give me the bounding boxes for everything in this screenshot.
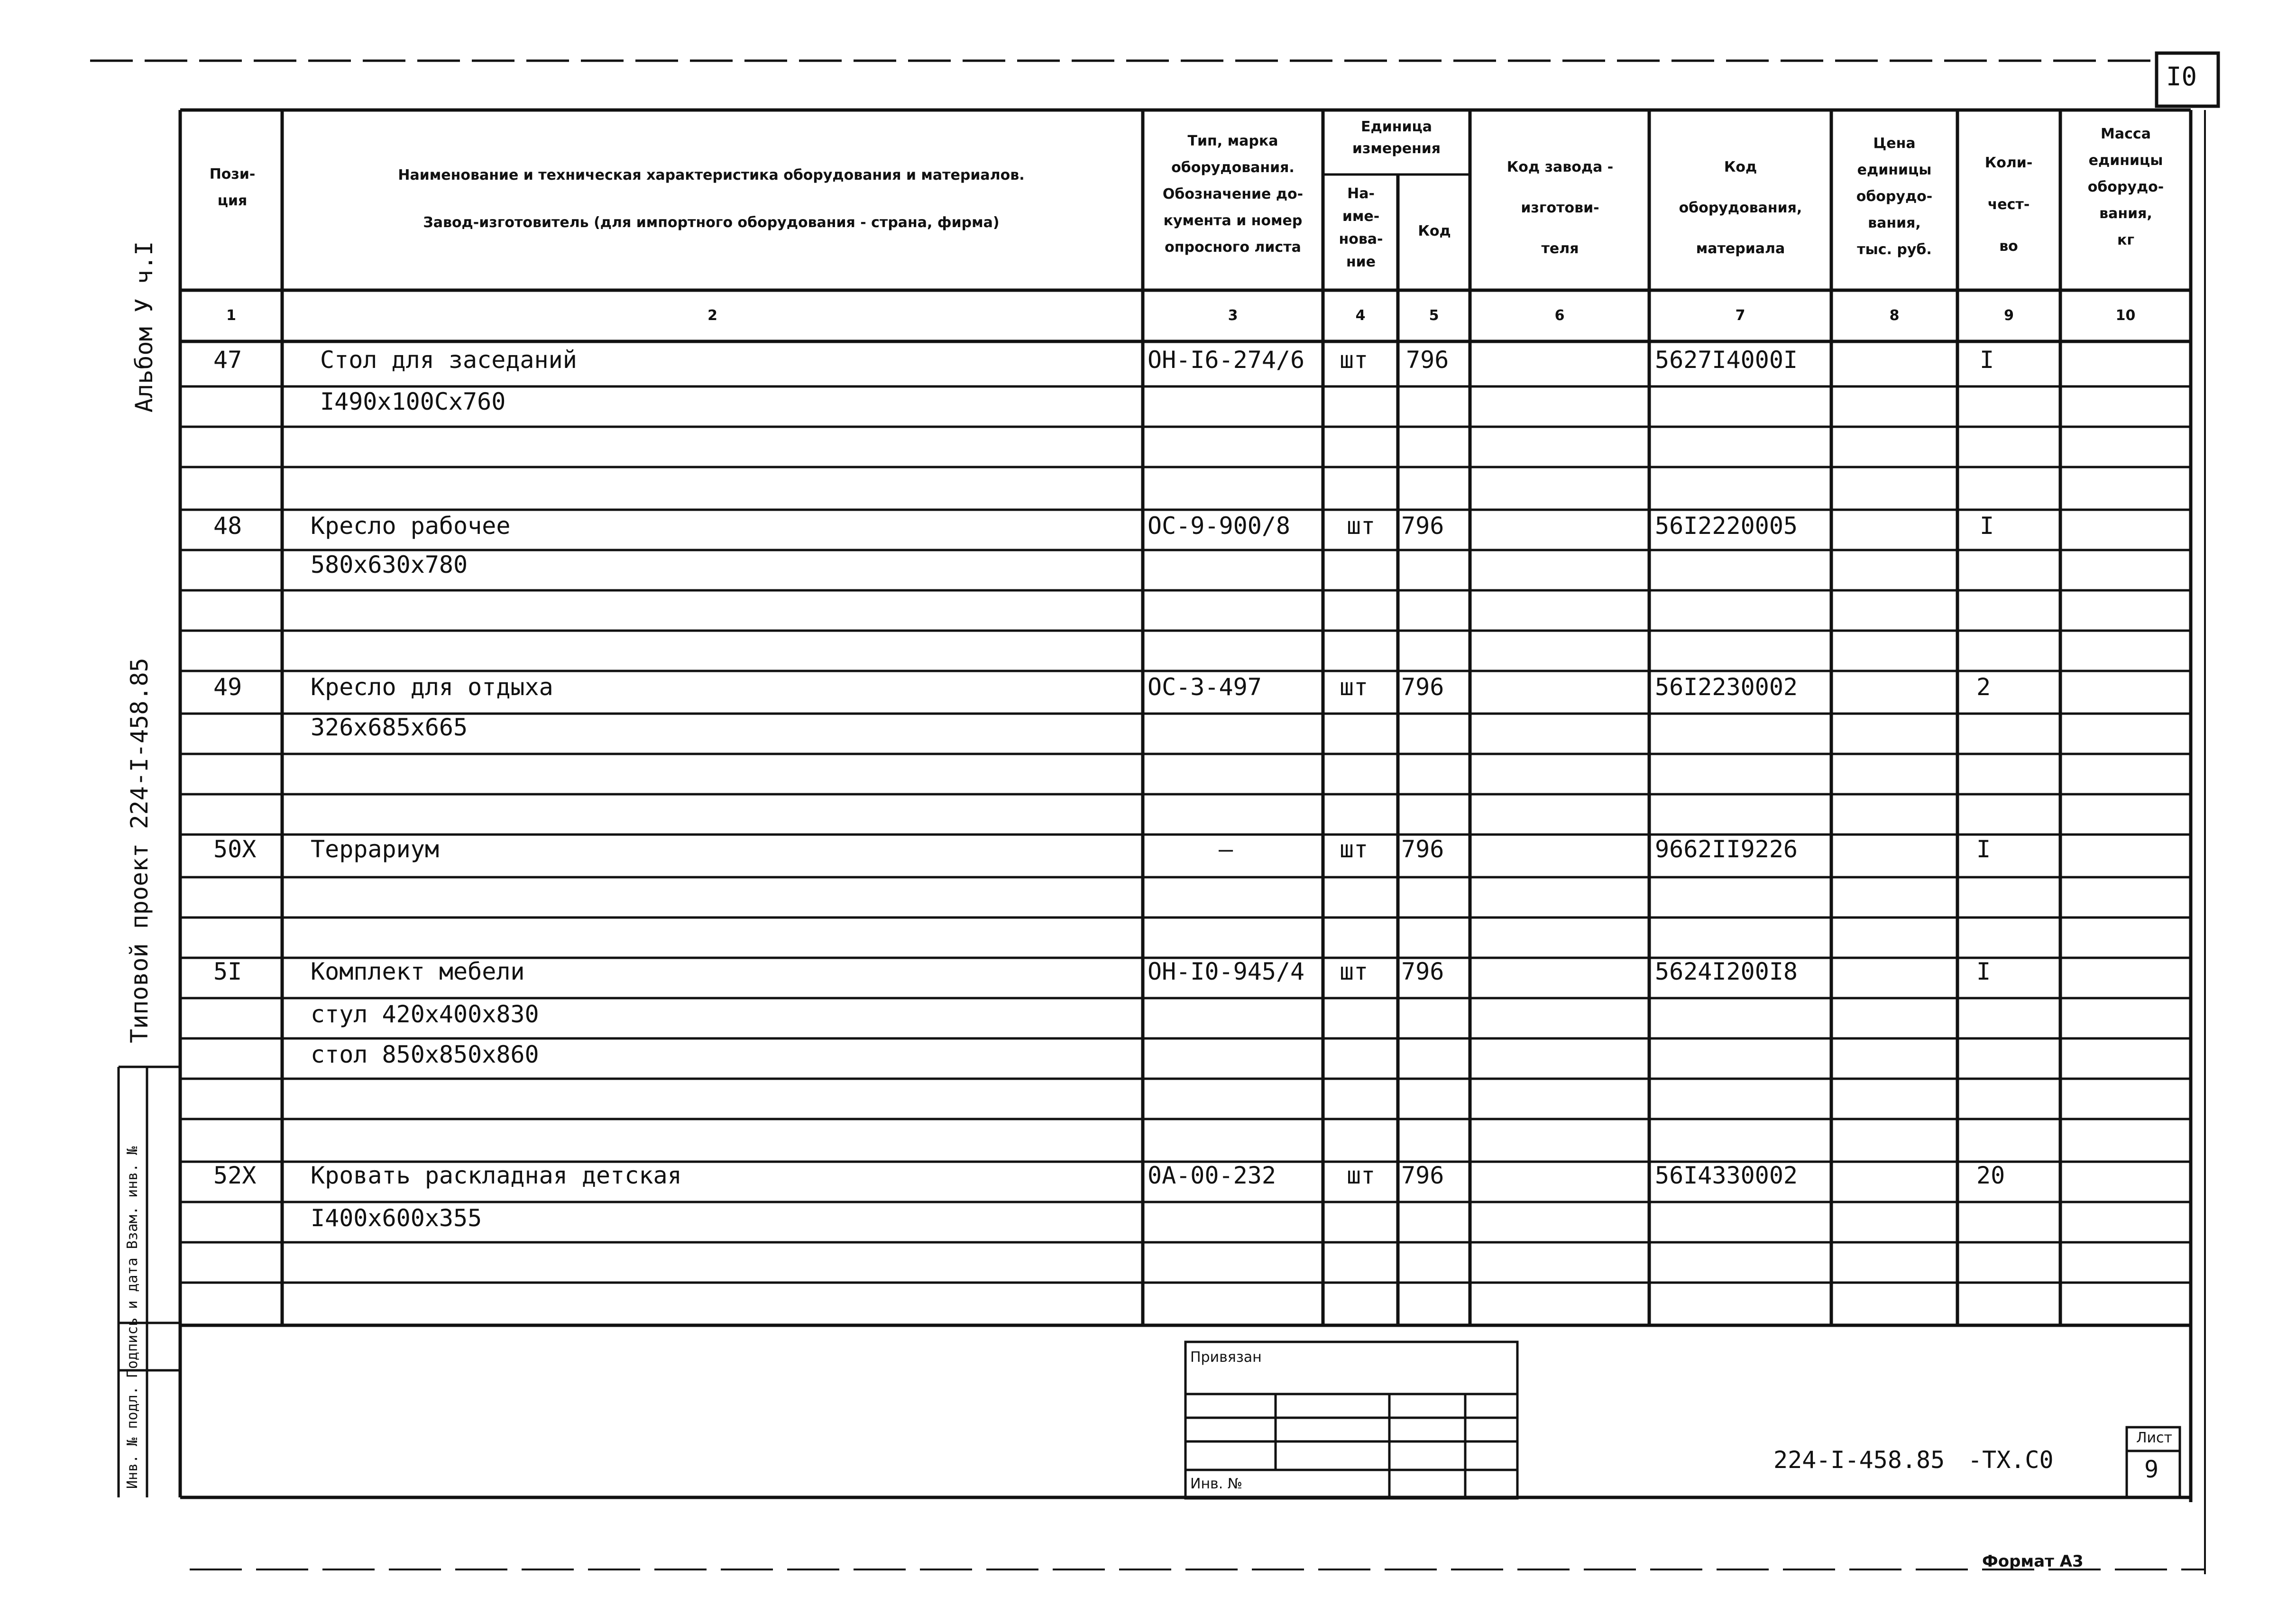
header-equipment-code: Код оборудования, материала: [1679, 159, 1802, 257]
row-equipment-code: 56I4330002: [1655, 1162, 1798, 1189]
side-label-album: Альбом У ч.I: [130, 241, 158, 413]
column-number: 6: [1554, 307, 1565, 324]
row-name: Кресло рабочее: [311, 512, 511, 540]
column-number: 9: [2004, 307, 2014, 324]
row-type: 0А-00-232: [1148, 1162, 1276, 1189]
document-code: 224-I-458.85: [1773, 1446, 1945, 1474]
row-type: ОС-9-900/8: [1148, 512, 1291, 540]
header-unit-price: Цена единицы оборудо- вания, тыс. руб.: [1856, 135, 1933, 258]
row-component: стул 420x400x830: [311, 1000, 539, 1028]
header-unit-code: Код: [1418, 223, 1451, 239]
row-name: Кресло для отдыха: [311, 673, 553, 701]
row-unit-code: 796: [1406, 346, 1449, 374]
title-block-inv-no: Инв. №: [1190, 1476, 1243, 1492]
row-unit: шт: [1347, 1162, 1376, 1189]
column-number: 5: [1429, 307, 1439, 324]
row-equipment-code: 56I2220005: [1655, 512, 1798, 540]
row-equipment-code: 5624I200I8: [1655, 958, 1798, 985]
header-quantity: Коли- чест- во: [1984, 155, 2033, 255]
row-unit: шт: [1340, 346, 1368, 374]
row-type: ОН-I6-274/6: [1148, 346, 1305, 374]
sheet-label: Лист: [2136, 1430, 2173, 1446]
row-unit: шт: [1340, 958, 1368, 985]
row-quantity: I: [1976, 958, 1991, 985]
header-unit-name: На- име- нова- ние: [1339, 185, 1383, 270]
row-name: Террариум: [311, 835, 439, 863]
row-equipment-code: 56I2230002: [1655, 673, 1798, 701]
row-quantity: 20: [1976, 1162, 2005, 1189]
row-position: 50X: [213, 835, 257, 863]
row-unit: шт: [1347, 512, 1376, 540]
row-dimensions: I400x600x355: [311, 1204, 482, 1232]
row-component: стол 850x850x860: [311, 1041, 539, 1068]
row-position: 52X: [213, 1162, 257, 1189]
row-position: 47: [213, 346, 242, 374]
column-number: 4: [1355, 307, 1366, 324]
row-unit-code: 796: [1401, 958, 1444, 985]
sheet-corner-number: I0: [2166, 62, 2197, 92]
header-position: Пози- ция: [209, 166, 256, 209]
column-number: 2: [707, 307, 717, 324]
column-number: 3: [1228, 307, 1238, 324]
format-label: Формат А3: [1982, 1552, 2084, 1571]
row-position: 5I: [213, 958, 242, 985]
row-name: Кровать раскладная детская: [311, 1162, 682, 1189]
row-equipment-code: 9662II9226: [1655, 835, 1798, 863]
column-number: 7: [1735, 307, 1745, 324]
row-unit-code: 796: [1401, 1162, 1444, 1189]
title-block-linked: Привязан: [1190, 1349, 1262, 1366]
row-quantity: I: [1980, 346, 1994, 374]
row-quantity: I: [1980, 512, 1994, 540]
row-unit: шт: [1340, 673, 1368, 701]
header-type: Тип, марка оборудования. Обозначение до- кумента и номер опросного листа: [1162, 133, 1304, 256]
row-unit-code: 796: [1401, 512, 1444, 540]
document-suffix: -ТХ.С0: [1968, 1446, 2054, 1474]
row-equipment-code: 5627I4000I: [1655, 346, 1798, 374]
header-unit-mass: Масса единицы оборудо- вания, кг: [2087, 126, 2164, 248]
row-type: ОС-3-497: [1148, 673, 1262, 701]
row-position: 49: [213, 673, 242, 701]
row-unit-code: 796: [1401, 673, 1444, 701]
row-type: –: [1219, 835, 1233, 863]
row-unit-code: 796: [1401, 835, 1444, 863]
sheet-number: 9: [2144, 1456, 2159, 1483]
row-dimensions: 326x685x665: [311, 714, 468, 741]
row-quantity: I: [1976, 835, 1991, 863]
column-number: 1: [226, 307, 236, 324]
side-label-project: Типовой проект 224-I-458.85: [126, 658, 153, 1043]
header-manufacturer-code: Код завода - изготови- теля: [1506, 159, 1614, 257]
row-name: Стол для заседаний: [320, 346, 577, 374]
side-label-stamp: Инв. № подл. Подпись и дата Взам. инв. №: [124, 1146, 141, 1489]
row-name: Комплект мебели: [311, 958, 525, 985]
column-number: 8: [1889, 307, 1900, 324]
header-name: Наименование и техническая характеристика оборудования и материалов. Завод-изготовитель (для импортного оборудования - страна, фирма): [398, 167, 1025, 231]
row-dimensions: 580x630x780: [311, 551, 468, 578]
row-position: 48: [213, 512, 242, 540]
header-unit-group: Единица измерения: [1352, 119, 1441, 157]
row-quantity: 2: [1976, 673, 1991, 701]
row-type: ОН-I0-945/4: [1148, 958, 1305, 985]
row-unit: шт: [1340, 835, 1368, 863]
row-dimensions: I490x100Cx760: [320, 388, 506, 415]
column-number: 10: [2115, 307, 2136, 324]
